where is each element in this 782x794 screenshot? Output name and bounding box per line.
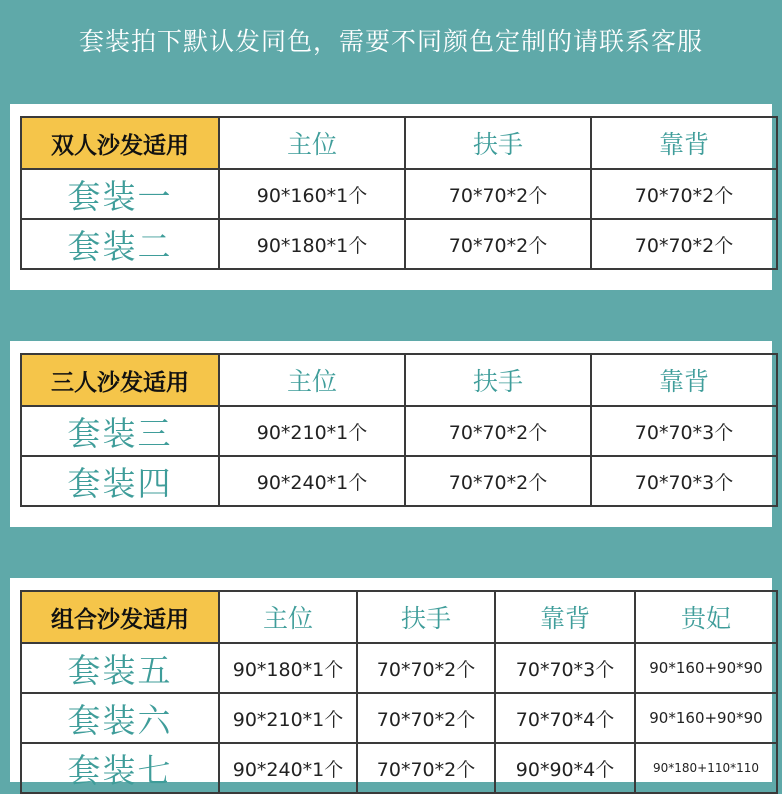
size-armrest: 70*70*2个 bbox=[357, 693, 495, 743]
size-chaise: 90*160+90*90 bbox=[635, 693, 777, 743]
size-armrest: 70*70*2个 bbox=[405, 169, 591, 219]
header-armrest: 扶手 bbox=[405, 354, 591, 406]
section-three-seat bbox=[10, 341, 772, 527]
size-table-combination bbox=[20, 590, 778, 794]
header-backrest: 靠背 bbox=[591, 117, 777, 169]
size-backrest: 70*70*3个 bbox=[591, 406, 777, 456]
size-armrest: 70*70*2个 bbox=[405, 219, 591, 269]
header-backrest: 靠背 bbox=[591, 354, 777, 406]
size-backrest: 70*70*2个 bbox=[591, 169, 777, 219]
size-chaise: 90*160+90*90 bbox=[635, 643, 777, 693]
set-name: 套装五 bbox=[21, 643, 219, 693]
size-chaise: 90*180+110*110 bbox=[635, 743, 777, 793]
size-table-three-seat bbox=[20, 353, 778, 507]
header-armrest: 扶手 bbox=[405, 117, 591, 169]
category-label: 三人沙发适用 bbox=[21, 354, 219, 406]
section-combination bbox=[10, 578, 772, 790]
size-armrest: 70*70*2个 bbox=[357, 643, 495, 693]
category-label: 双人沙发适用 bbox=[21, 117, 219, 169]
size-main-seat: 90*180*1个 bbox=[219, 219, 405, 269]
header-chaise: 贵妃 bbox=[635, 591, 777, 643]
section-two-seat bbox=[10, 104, 772, 290]
header-backrest: 靠背 bbox=[495, 591, 635, 643]
set-name: 套装一 bbox=[21, 169, 219, 219]
set-name: 套装二 bbox=[21, 219, 219, 269]
header-main-seat: 主位 bbox=[219, 591, 357, 643]
table-row bbox=[21, 406, 777, 456]
size-backrest: 70*70*3个 bbox=[495, 643, 635, 693]
size-backrest: 70*70*2个 bbox=[591, 219, 777, 269]
table-row bbox=[21, 693, 777, 743]
header-armrest: 扶手 bbox=[357, 591, 495, 643]
size-backrest: 70*70*4个 bbox=[495, 693, 635, 743]
size-main-seat: 90*180*1个 bbox=[219, 643, 357, 693]
size-table-two-seat bbox=[20, 116, 778, 270]
size-main-seat: 90*240*1个 bbox=[219, 743, 357, 793]
table-row bbox=[21, 643, 777, 693]
set-name: 套装七 bbox=[21, 743, 219, 793]
banner-notice: 套装拍下默认发同色，需要不同颜色定制的请联系客服 bbox=[78, 27, 703, 56]
header-main-seat: 主位 bbox=[219, 117, 405, 169]
size-armrest: 70*70*2个 bbox=[405, 406, 591, 456]
table-row bbox=[21, 456, 777, 506]
header-main-seat: 主位 bbox=[219, 354, 405, 406]
set-name: 套装四 bbox=[21, 456, 219, 506]
size-main-seat: 90*210*1个 bbox=[219, 406, 405, 456]
size-main-seat: 90*210*1个 bbox=[219, 693, 357, 743]
table-row bbox=[21, 743, 777, 793]
size-backrest: 90*90*4个 bbox=[495, 743, 635, 793]
size-armrest: 70*70*2个 bbox=[357, 743, 495, 793]
set-name: 套装六 bbox=[21, 693, 219, 743]
set-name: 套装三 bbox=[21, 406, 219, 456]
size-main-seat: 90*160*1个 bbox=[219, 169, 405, 219]
table-row bbox=[21, 219, 777, 269]
table-row bbox=[21, 169, 777, 219]
size-armrest: 70*70*2个 bbox=[405, 456, 591, 506]
category-label: 组合沙发适用 bbox=[21, 591, 219, 643]
size-main-seat: 90*240*1个 bbox=[219, 456, 405, 506]
size-backrest: 70*70*3个 bbox=[591, 456, 777, 506]
